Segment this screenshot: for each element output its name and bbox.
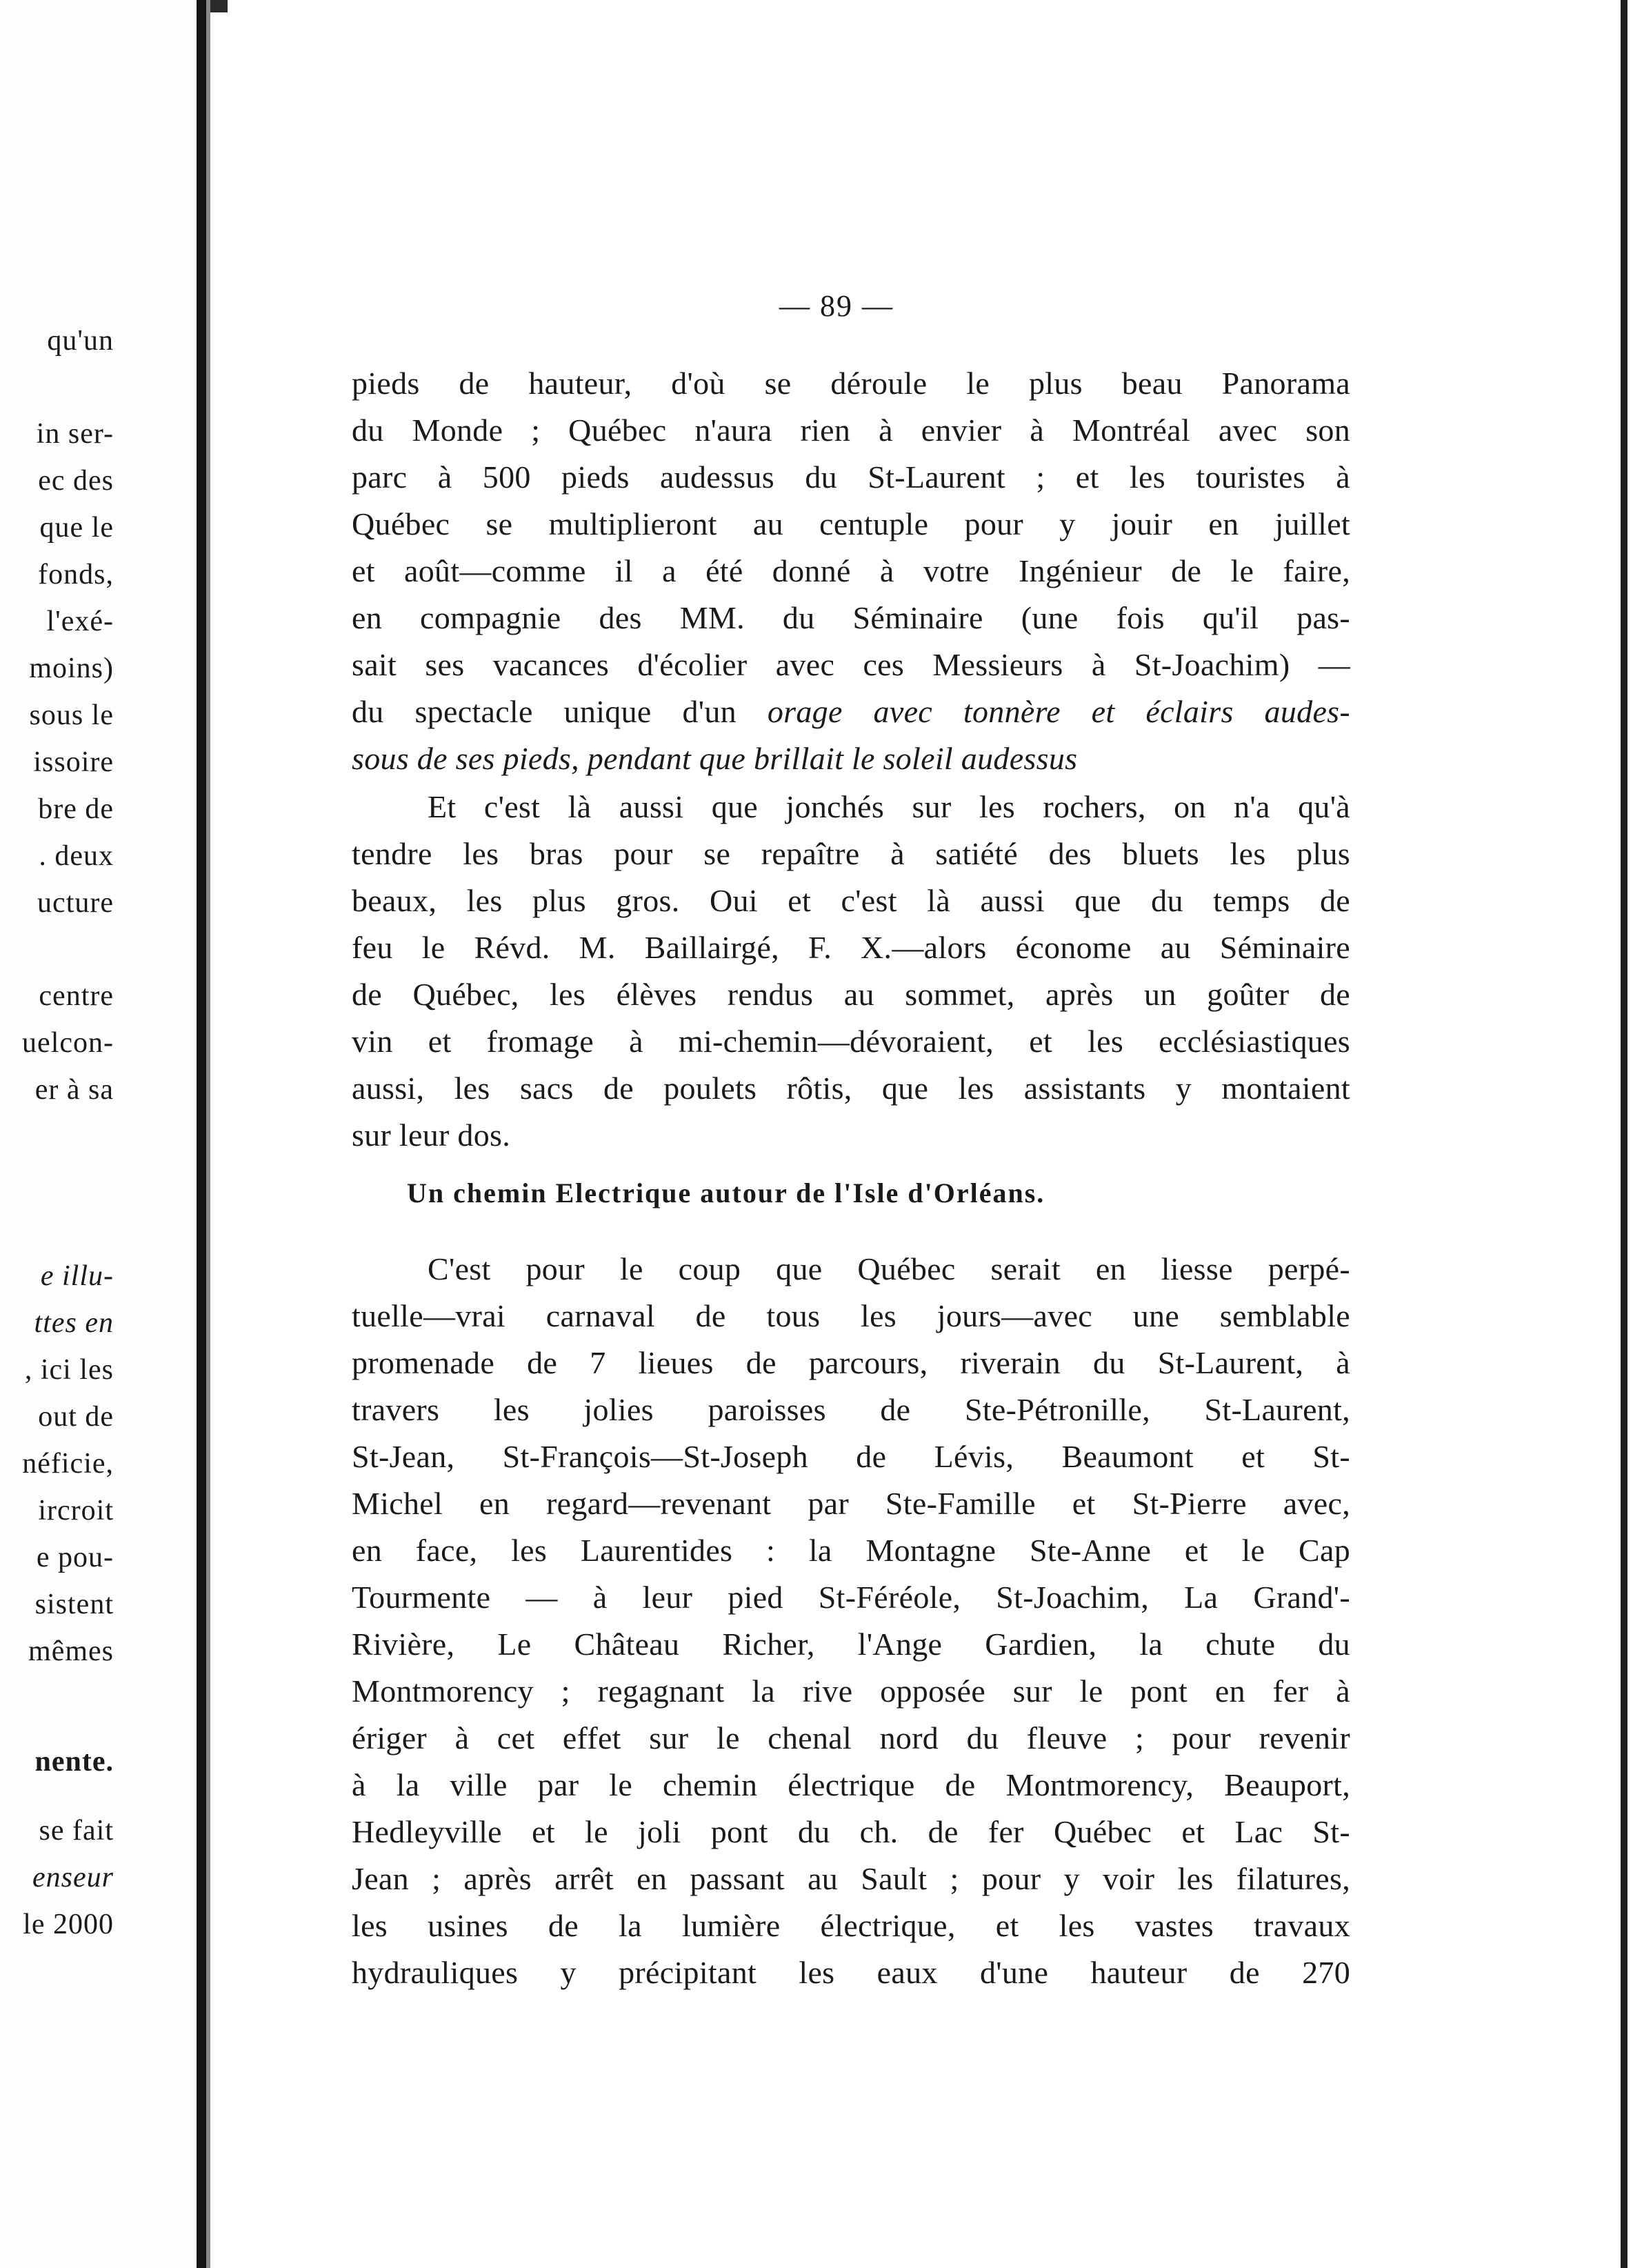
left-page-line: ucture bbox=[37, 887, 114, 919]
left-page-line: in ser- bbox=[36, 418, 114, 450]
left-page-line: sistent bbox=[34, 1589, 114, 1620]
left-page-line: le 2000 bbox=[23, 1909, 114, 1940]
left-page-line: e illu- bbox=[40, 1260, 114, 1292]
left-page-line: sous le bbox=[29, 699, 114, 731]
text-line: ériger à cet effet sur le chenal nord du fleuve ; pour revenir bbox=[352, 1720, 1350, 1755]
paragraph-1 bbox=[352, 360, 1350, 782]
text-line: Québec se multiplieront au centuple pour y jouir en juillet bbox=[352, 506, 1350, 541]
text-line-mixed bbox=[352, 688, 1350, 735]
section-heading: Un chemin Electrique autour de l'Isle d'Orléans. bbox=[407, 1177, 1045, 1208]
text-line: aussi, les sacs de poulets rôtis, que les assistants y montaient bbox=[352, 1071, 1350, 1106]
left-page-line: issoire bbox=[33, 746, 114, 778]
left-page-line: nente. bbox=[34, 1746, 114, 1778]
text-line: sur leur dos. bbox=[352, 1117, 511, 1153]
text-line: St-Jean, St-François—St-Joseph de Lévis, Beaumont et St- bbox=[352, 1439, 1350, 1474]
left-page-line: l'exé- bbox=[46, 606, 114, 637]
gutter-shadow bbox=[206, 0, 210, 2268]
text-line: sait ses vacances d'écolier avec ces Messieurs à St-Joachim) — bbox=[352, 647, 1350, 682]
text-line: feu le Révd. M. Baillairgé, F. X.—alors économe au Séminaire bbox=[352, 930, 1350, 965]
left-page-line: que le bbox=[39, 512, 114, 544]
left-page-line: enseur bbox=[32, 1862, 114, 1893]
text-line: Et c'est là aussi que jonchés sur les rochers, on n'a qu'à bbox=[428, 789, 1350, 824]
left-page-line: e pou- bbox=[36, 1542, 114, 1573]
text-line: à la ville par le chemin électrique de Montmorency, Beauport, bbox=[352, 1767, 1350, 1802]
text-run: du spectacle unique d'un bbox=[352, 694, 768, 729]
left-page-line: néficie, bbox=[22, 1448, 114, 1480]
left-page-line: fonds, bbox=[38, 559, 114, 590]
left-page-line: er à sa bbox=[34, 1074, 114, 1106]
text-line: tendre les bras pour se repaître à satiété des bluets les plus bbox=[352, 836, 1350, 871]
text-line: les usines de la lumière électrique, et les vastes travaux bbox=[352, 1908, 1350, 1943]
text-line: de Québec, les élèves rendus au sommet, après un goûter de bbox=[352, 977, 1350, 1012]
left-page-line: qu'un bbox=[47, 325, 114, 357]
text-line: en compagnie des MM. du Séminaire (une fois qu'il pas- bbox=[352, 600, 1350, 635]
left-page-line: bre de bbox=[38, 793, 114, 825]
text-line: beaux, les plus gros. Oui et c'est là aussi que du temps de bbox=[352, 883, 1350, 918]
page-gutter bbox=[197, 0, 206, 2268]
text-line: Michel en regard—revenant par Ste-Famille et St-Pierre avec, bbox=[352, 1486, 1350, 1521]
left-page-line: uelcon- bbox=[22, 1027, 114, 1059]
page-edge bbox=[1621, 0, 1627, 2268]
text-line-italic bbox=[352, 735, 1350, 782]
text-line: du Monde ; Québec n'aura rien à envier à Montréal avec son bbox=[352, 412, 1350, 448]
text-line: promenade de 7 lieues de parcours, riverain du St-Laurent, à bbox=[352, 1345, 1350, 1380]
italic-text-run: sous de ses pieds, pendant que brillait le soleil audessus bbox=[352, 741, 1078, 776]
text-line: hydrauliques y précipitant les eaux d'une hauteur de 270 bbox=[352, 1955, 1350, 1990]
text-line: vin et fromage à mi-chemin—dévoraient, et les ecclésiastiques bbox=[352, 1024, 1350, 1059]
paragraph-3 bbox=[352, 1246, 1350, 1996]
text-line: C'est pour le coup que Québec serait en liesse perpé- bbox=[428, 1251, 1350, 1286]
text-line: travers les jolies paroisses de Ste-Pétronille, St-Laurent, bbox=[352, 1392, 1350, 1427]
text-line: Montmorency ; regagnant la rive opposée sur le pont en fer à bbox=[352, 1673, 1350, 1709]
text-line: pieds de hauteur, d'où se déroule le plus beau Panorama bbox=[352, 366, 1350, 401]
text-line: tuelle—vrai carnaval de tous les jours—avec une semblable bbox=[352, 1298, 1350, 1333]
left-page-line: ec des bbox=[38, 465, 114, 497]
text-line: Tourmente — à leur pied St-Féréole, St-Joachim, La Grand'- bbox=[352, 1580, 1350, 1615]
text-line: parc à 500 pieds audessus du St-Laurent ; et les touristes à bbox=[352, 459, 1350, 495]
italic-text-run: orage avec tonnère et éclairs audes- bbox=[767, 694, 1350, 729]
left-page-line: . deux bbox=[39, 840, 114, 872]
left-page-line: se fait bbox=[39, 1815, 114, 1847]
adjacent-left-page bbox=[0, 0, 197, 2268]
text-line: Hedleyville et le joli pont du ch. de fer Québec et Lac St- bbox=[352, 1814, 1350, 1849]
left-page-line: mêmes bbox=[28, 1635, 114, 1667]
text-line: Jean ; après arrêt en passant au Sault ; pour y voir les filatures, bbox=[352, 1861, 1350, 1896]
paragraph-2 bbox=[352, 784, 1350, 1159]
left-page-line: , ici les bbox=[24, 1354, 114, 1386]
page-number: — 89 — bbox=[779, 289, 894, 323]
text-line: Rivière, Le Château Richer, l'Ange Gardien, la chute du bbox=[352, 1627, 1350, 1662]
text-line: en face, les Laurentides : la Montagne Ste-Anne et le Cap bbox=[352, 1533, 1350, 1568]
left-page-line: ircroit bbox=[38, 1495, 114, 1526]
left-page-line: moins) bbox=[29, 653, 114, 684]
text-line: et août—comme il a été donné à votre Ingénieur de le faire, bbox=[352, 553, 1350, 588]
left-page-line: ttes en bbox=[34, 1307, 114, 1339]
left-page-line: centre bbox=[39, 980, 114, 1012]
left-page-line: out de bbox=[38, 1401, 114, 1433]
